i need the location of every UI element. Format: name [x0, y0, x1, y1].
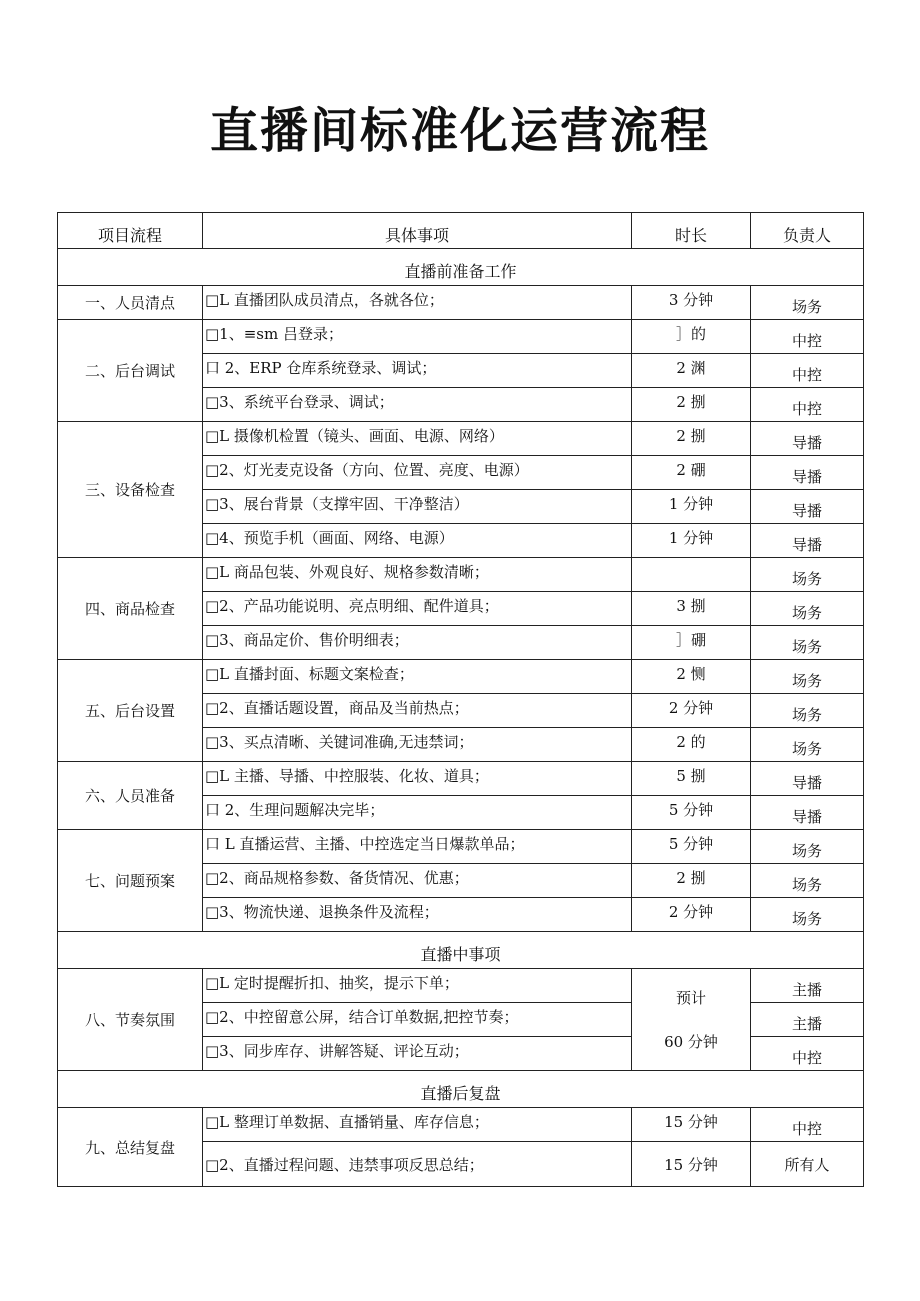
item-cell: 口 2、ERP 仓库系统登录、调试；: [203, 354, 632, 388]
item-cell: □3、展台背景（支撑牢固、干净整洁）: [203, 490, 632, 524]
item-cell: □L 商品包装、外观良好、规格参数清晰；: [203, 558, 632, 592]
owner-cell: 中控: [751, 320, 864, 354]
duration-cell: 2 恻: [632, 660, 751, 694]
phase-cell: 一、人员清点: [58, 286, 203, 320]
owner-cell: 场务: [751, 694, 864, 728]
item-cell: □L 直播团队成员清点，各就各位；: [203, 286, 632, 320]
duration-cell: [632, 558, 751, 592]
owner-cell: 主播: [751, 969, 864, 1003]
owner-cell: 场务: [751, 592, 864, 626]
duration-cell: 15 分钟: [632, 1142, 751, 1187]
item-cell: □2、灯光麦克设备（方向、位置、亮度、电源）: [203, 456, 632, 490]
item-cell: □3、系统平台登录、调试；: [203, 388, 632, 422]
table-row: [58, 286, 864, 320]
phase-cell: 八、节奏氛围: [58, 969, 203, 1071]
table-row: [58, 660, 864, 694]
owner-cell: 主播: [751, 1003, 864, 1037]
section-pre: 直播前准备工作: [58, 249, 864, 286]
item-cell: □2、商品规格参数、备货情况、优惠；: [203, 864, 632, 898]
item-cell: □2、中控留意公屏，结合订单数据,把控节奏；: [203, 1003, 632, 1037]
header-duration: 时长: [632, 213, 751, 249]
owner-cell: 场务: [751, 728, 864, 762]
owner-cell: 所有人: [751, 1142, 864, 1187]
table-row: [58, 558, 864, 592]
owner-cell: 场务: [751, 898, 864, 932]
duration-cell: 1 分钟: [632, 490, 751, 524]
duration-cell: 3 分钟: [632, 286, 751, 320]
duration-cell: 2 捌: [632, 422, 751, 456]
item-cell: □L 直播封面、标题文案检查；: [203, 660, 632, 694]
duration-cell: 5 分钟: [632, 796, 751, 830]
table-row: [58, 1108, 864, 1142]
duration-cell: 2 捌: [632, 388, 751, 422]
item-cell: □2、直播话题设置，商品及当前热点；: [203, 694, 632, 728]
owner-cell: 导播: [751, 456, 864, 490]
duration-cell: 2 渊: [632, 354, 751, 388]
duration-cell: 5 捌: [632, 762, 751, 796]
duration-cell: 2 捌: [632, 864, 751, 898]
item-cell: □3、买点清晰、关键词准确,无违禁词；: [203, 728, 632, 762]
section-row: [58, 249, 864, 286]
phase-cell: 三、设备检查: [58, 422, 203, 558]
phase-cell: 九、总结复盘: [58, 1108, 203, 1187]
table-row: [58, 762, 864, 796]
owner-cell: 场务: [751, 660, 864, 694]
page-title: 直播间标准化运营流程: [209, 103, 710, 159]
phase-cell: 七、问题预案: [58, 830, 203, 932]
owner-cell: 导播: [751, 796, 864, 830]
owner-cell: 导播: [751, 524, 864, 558]
item-cell: □L 整理订单数据、直播销量、库存信息；: [203, 1108, 632, 1142]
phase-cell: 五、后台设置: [58, 660, 203, 762]
duration-cell: 2 分钟: [632, 898, 751, 932]
owner-cell: 场务: [751, 558, 864, 592]
item-cell: □1、≡sm 吕登录；: [203, 320, 632, 354]
duration-cell: 5 分钟: [632, 830, 751, 864]
duration-cell: 2 分钟: [632, 694, 751, 728]
table-row: [58, 969, 864, 1003]
table-row: [58, 422, 864, 456]
duration-cell: [632, 969, 751, 1071]
header-item: 具体事项: [203, 213, 632, 249]
section-post: 直播后复盘: [58, 1071, 864, 1108]
section-row: [58, 932, 864, 969]
section-during: 直播中事项: [58, 932, 864, 969]
item-cell: □L 定时提醒折扣、抽奖，提示下单；: [203, 969, 632, 1003]
item-cell: □2、产品功能说明、亮点明细、配件道具；: [203, 592, 632, 626]
owner-cell: 中控: [751, 1037, 864, 1071]
duration-cell: 1 分钟: [632, 524, 751, 558]
table-row: [58, 320, 864, 354]
owner-cell: 导播: [751, 422, 864, 456]
item-cell: □3、商品定价、售价明细表；: [203, 626, 632, 660]
header-owner: 负责人: [751, 213, 864, 249]
duration-cell: 2 硼: [632, 456, 751, 490]
section-row: [58, 1071, 864, 1108]
item-cell: □3、同步库存、讲解答疑、评论互动；: [203, 1037, 632, 1071]
item-cell: 口 L 直播运营、主播、中控选定当日爆款单品；: [203, 830, 632, 864]
duration-line: 60 分钟: [664, 1032, 718, 1051]
item-cell: □4、预览手机（画面、网络、电源）: [203, 524, 632, 558]
duration-cell: 2 的: [632, 728, 751, 762]
phase-cell: 二、后台调试: [58, 320, 203, 422]
phase-cell: 六、人员准备: [58, 762, 203, 830]
table-row: [58, 830, 864, 864]
owner-cell: 场务: [751, 286, 864, 320]
duration-cell: ］硼: [632, 626, 751, 660]
header-row: [58, 213, 864, 249]
duration-line: 预计: [675, 988, 706, 1007]
item-cell: 口 2、生理问题解决完毕；: [203, 796, 632, 830]
header-phase: 项目流程: [58, 213, 203, 249]
owner-cell: 中控: [751, 354, 864, 388]
owner-cell: 中控: [751, 388, 864, 422]
owner-cell: 导播: [751, 490, 864, 524]
item-cell: □3、物流快递、退换条件及流程；: [203, 898, 632, 932]
phase-cell: 四、商品检查: [58, 558, 203, 660]
owner-cell: 中控: [751, 1108, 864, 1142]
duration-cell: 3 捌: [632, 592, 751, 626]
owner-cell: 场务: [751, 830, 864, 864]
item-cell: □L 主播、导播、中控服装、化妆、道具；: [203, 762, 632, 796]
owner-cell: 场务: [751, 864, 864, 898]
owner-cell: 导播: [751, 762, 864, 796]
item-cell: □2、直播过程问题、违禁事项反思总结；: [203, 1142, 632, 1187]
process-table: [57, 212, 864, 1187]
duration-cell: 15 分钟: [632, 1108, 751, 1142]
duration-cell: ］的: [632, 320, 751, 354]
item-cell: □L 摄像机检置（镜头、画面、电源、网络）: [203, 422, 632, 456]
owner-cell: 场务: [751, 626, 864, 660]
